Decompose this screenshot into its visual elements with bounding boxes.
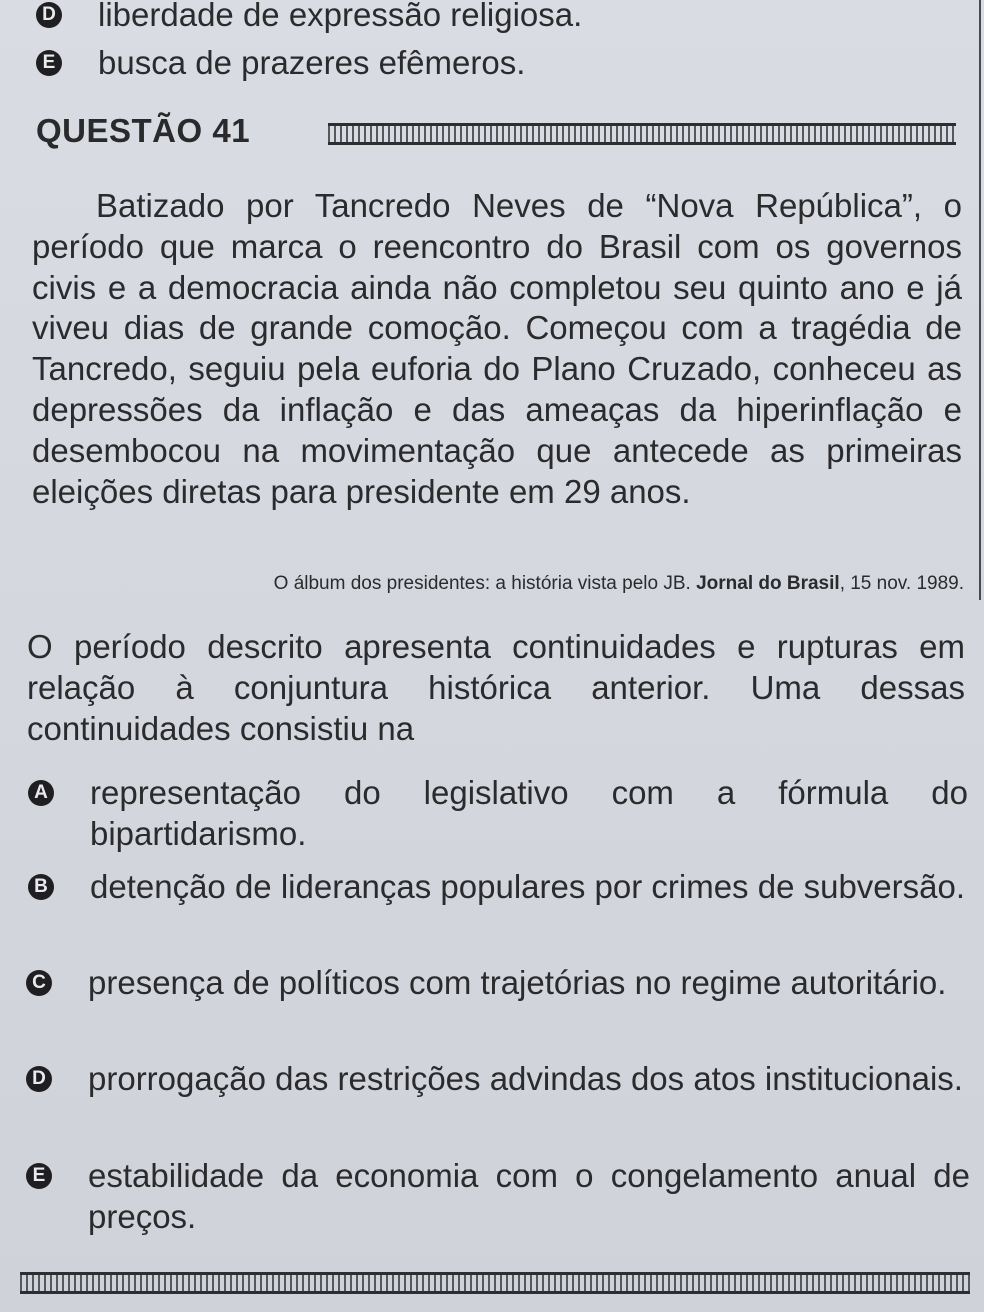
passage-source: [274, 573, 964, 595]
option-d-text: prorrogação das restrições advindas dos atos institucionais.: [88, 1060, 963, 1097]
option-e-text: estabilidade da economia com o congelamento anual de preços.: [88, 1157, 970, 1235]
option-c[interactable]: [26, 962, 970, 1003]
question-prompt: O período descrito apresenta continuidades e rupturas em relação à conjuntura histórica anterior. Uma dessas continuidades consistiu na: [27, 628, 965, 747]
option-a-text: representação do legislativo com a fórmula do bipartidarismo.: [90, 774, 968, 852]
question-title: QUESTÃO 41: [36, 112, 251, 149]
option-badge-b: B: [28, 874, 54, 900]
option-d[interactable]: [26, 1058, 970, 1099]
column-divider: [979, 0, 981, 600]
option-badge-d: D: [36, 2, 62, 28]
prev-option-d: [36, 0, 936, 35]
option-b-text: detenção de lideranças populares por crimes de subversão.: [90, 868, 966, 905]
prev-option-e-text: busca de prazeres efêmeros.: [98, 44, 526, 81]
source-date: , 15 nov. 1989.: [839, 573, 964, 594]
option-badge-d-main: D: [26, 1066, 52, 1092]
passage-text: Batizado por Tancredo Neves de “Nova República”, o período que marca o reencontro do Brasil com os governos civis e a democracia ainda não completou seu quinto ano e já viveu dias de grande comoção. Começou com a tragédia de Tancredo, seguiu pela euforia do Plano Cruzado, conheceu as depressões da inflação e das ameaças da hiperinflação e desembocou na movimentação que antecede as primeiras eleições diretas para presidente em 29 anos.: [32, 187, 962, 510]
option-a[interactable]: [28, 772, 968, 854]
option-b[interactable]: [28, 866, 968, 907]
option-badge-a: A: [28, 780, 54, 806]
source-title: O álbum dos presidentes: a história vista pelo JB.: [273, 573, 697, 594]
option-badge-c: C: [26, 970, 52, 996]
source-publication: Jornal do Brasil: [696, 573, 840, 594]
option-badge-e: E: [36, 50, 62, 76]
prev-option-d-text: liberdade de expressão religiosa.: [98, 0, 583, 33]
option-badge-e-main: E: [26, 1163, 52, 1189]
option-e[interactable]: [26, 1155, 970, 1237]
hatched-rule-bottom: [20, 1272, 970, 1294]
hatched-rule-top: [328, 123, 956, 145]
prev-option-e: [36, 42, 936, 83]
option-c-text: presença de políticos com trajetórias no regime autoritário.: [88, 964, 947, 1001]
